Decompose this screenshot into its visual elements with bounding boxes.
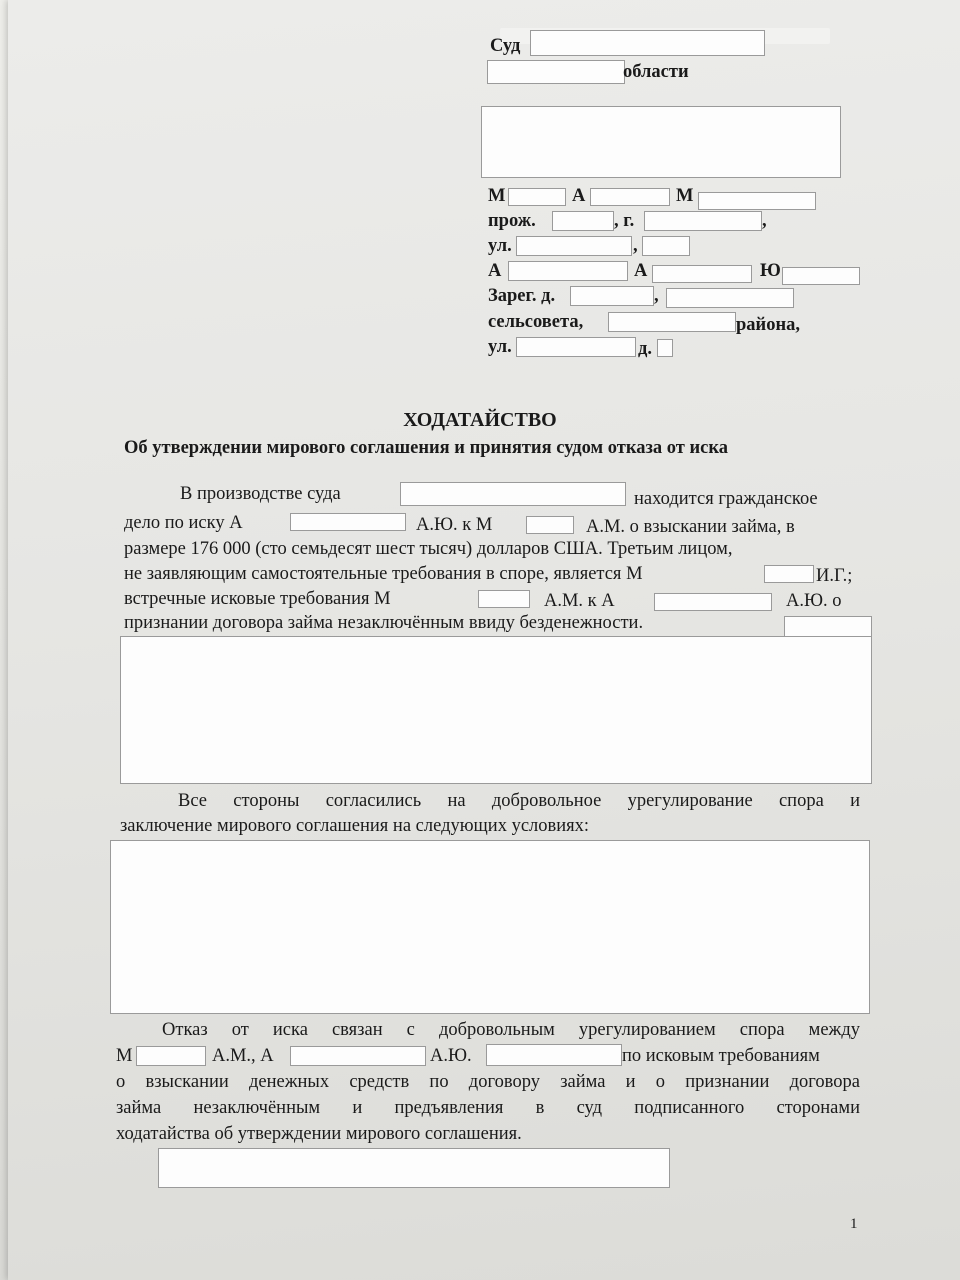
para3-l2-b: А.М., А — [212, 1046, 274, 1066]
applicant-line5-a: Зарег. д. — [488, 286, 556, 306]
document-subtitle: Об утверждении мирового соглашения и принятия судом отказа от иска — [124, 438, 729, 458]
para3-l2-a: М — [116, 1046, 133, 1066]
redacted — [666, 288, 794, 308]
applicant-line4-a: А — [488, 261, 502, 281]
applicant-line2-b: , г. — [614, 211, 635, 231]
redacted — [654, 593, 772, 611]
para1-l2-c: А.М. о взыскании займа, в — [586, 517, 795, 537]
redacted — [516, 337, 636, 357]
para1-l1-b: находится гражданское — [634, 489, 818, 509]
applicant-line7-b: д. — [638, 339, 652, 359]
applicant-line2-c: , — [762, 211, 767, 231]
region-suffix: области — [623, 62, 689, 82]
applicant-line5-b: , — [654, 286, 659, 306]
redacted-block — [120, 636, 872, 784]
page-number: 1 — [850, 1216, 858, 1232]
redacted — [590, 188, 670, 206]
para3-l5: ходатайства об утверждении мирового соглашения. — [116, 1124, 522, 1144]
applicant-line1-a: М — [488, 186, 506, 206]
redacted-block — [110, 840, 870, 1014]
applicant-line4-b: А — [634, 261, 648, 281]
redacted — [657, 339, 673, 357]
redacted — [608, 312, 736, 332]
applicant-line7-a: ул. — [488, 337, 512, 357]
para3-l4: займа незаключённым и предъявления в суд подписанного сторонами — [116, 1098, 860, 1118]
applicant-line1-b: А — [572, 186, 586, 206]
para1-l3: размере 176 000 (сто семьдесят шест тысяч) долларов США. Третьим лицом, — [124, 539, 733, 559]
para3-l2-d: по исковым требованиям — [622, 1046, 820, 1066]
redacted-court-name — [530, 30, 765, 56]
para3-l2-c: А.Ю. — [430, 1046, 472, 1066]
redacted — [290, 513, 406, 531]
redacted — [652, 265, 752, 283]
para1-l5-c: А.Ю. о — [786, 591, 842, 611]
applicant-line3-b: , — [633, 236, 638, 256]
redacted — [782, 267, 860, 285]
redacted — [698, 192, 816, 210]
redacted-block — [158, 1148, 670, 1188]
para1-l4-a: не заявляющим самостоятельные требования в споре, является М — [124, 564, 643, 584]
para3-l3: о взыскании денежных средств по договору займа и о признании договора — [116, 1072, 860, 1092]
redacted — [508, 261, 628, 281]
redacted — [486, 1044, 622, 1066]
applicant-line3-a: ул. — [488, 236, 512, 256]
para1-l4-b: И.Г.; — [816, 566, 853, 586]
redacted — [136, 1046, 206, 1066]
redacted — [764, 565, 814, 583]
para1-l2-a: дело по иску А — [124, 513, 243, 533]
para1-l2-b: А.Ю. к М — [416, 515, 493, 535]
redacted-block — [481, 106, 841, 178]
para1-l5-b: А.М. к А — [544, 591, 615, 611]
redacted — [642, 236, 690, 256]
applicant-line2-a: прож. — [488, 211, 536, 231]
redacted — [552, 211, 614, 231]
document-title: ХОДАТАЙСТВО — [403, 409, 557, 431]
redacted — [516, 236, 632, 256]
redacted — [570, 286, 654, 306]
applicant-line1-c: М — [676, 186, 694, 206]
para3-l1: Отказ от иска связан с добровольным урегулированием спора между — [162, 1020, 860, 1040]
redacted — [400, 482, 626, 506]
redacted — [290, 1046, 426, 1066]
court-prefix: Суд — [490, 36, 521, 56]
para2-l2: заключение мирового соглашения на следующих условиях: — [120, 816, 590, 836]
applicant-line6-b: района, — [736, 315, 800, 335]
para1-l6: признании договора займа незаключённым ввиду безденежности. — [124, 613, 644, 633]
para1-l1-a: В производстве суда — [180, 484, 341, 504]
applicant-line6-a: сельсовета, — [488, 312, 584, 332]
redacted — [526, 516, 574, 534]
redacted — [784, 616, 872, 638]
para2-l1: Все стороны согласились на добровольное урегулирование спора и — [178, 791, 860, 811]
redacted-region — [487, 60, 625, 84]
redacted — [644, 211, 762, 231]
applicant-line4-c: Ю — [760, 261, 781, 281]
redacted — [508, 188, 566, 206]
redacted — [478, 590, 530, 608]
para1-l5-a: встречные исковые требования М — [124, 589, 391, 609]
